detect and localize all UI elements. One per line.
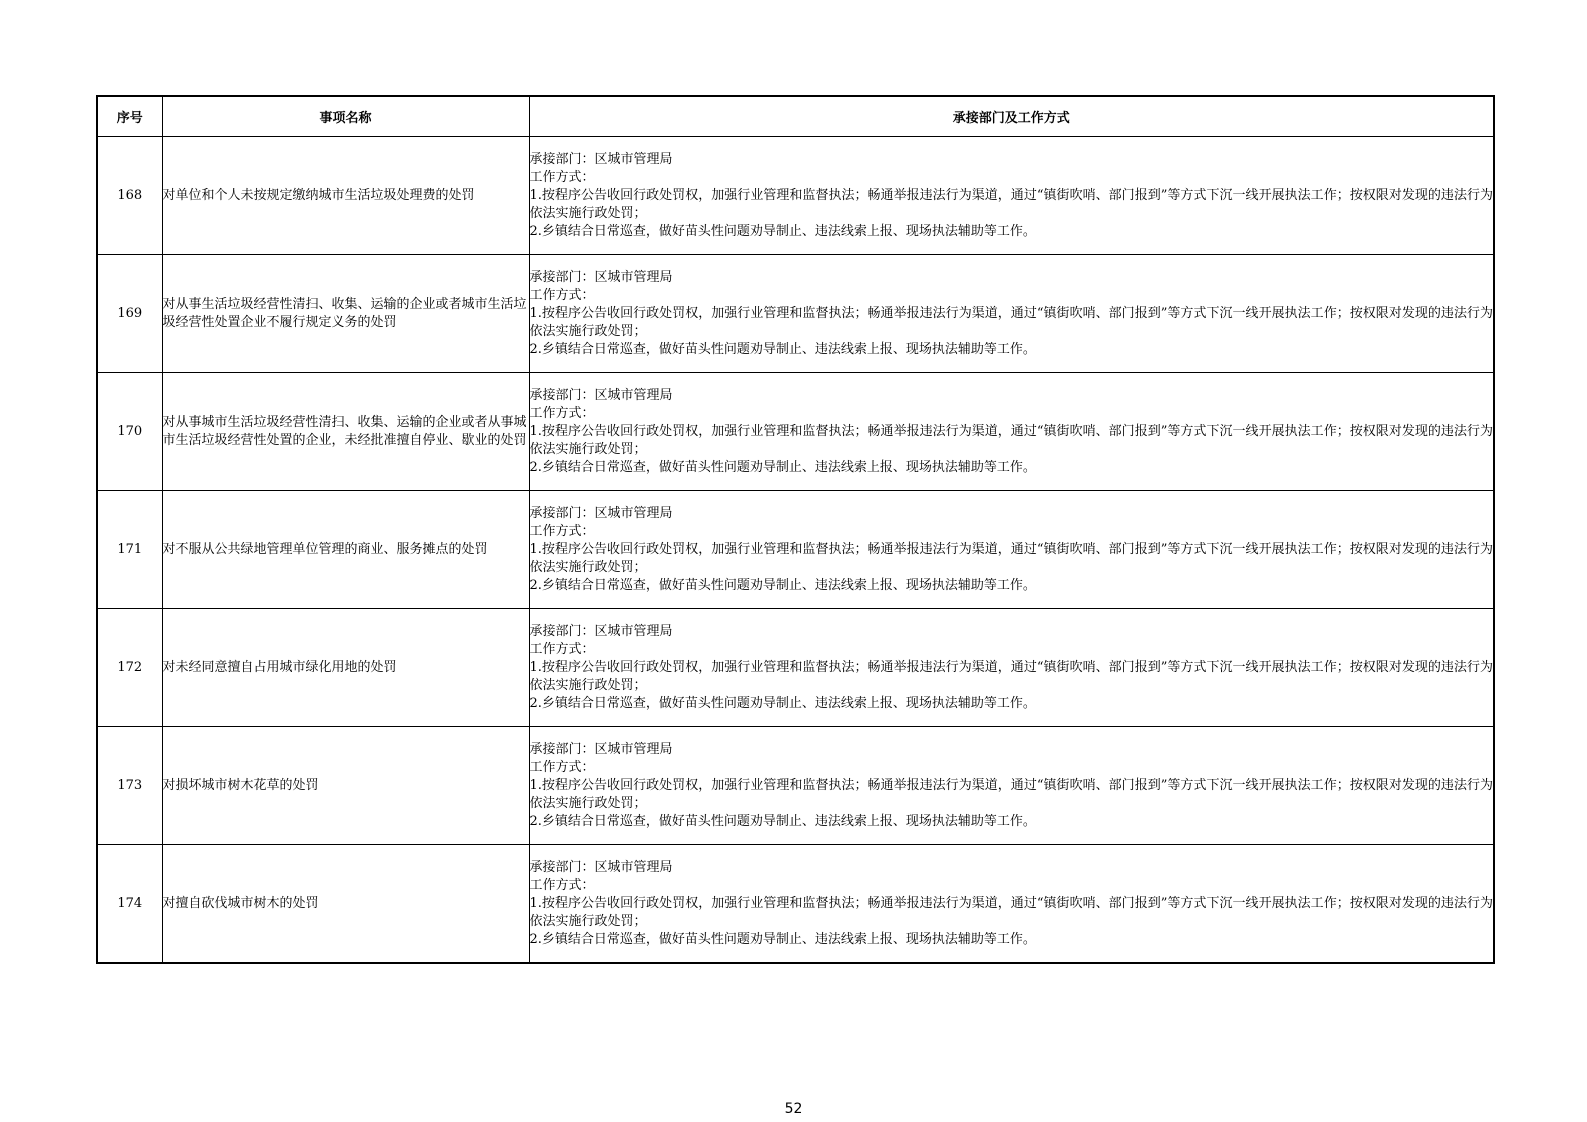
row-department-method bbox=[529, 845, 1494, 964]
row-department: 承接部门：区城市管理局 bbox=[529, 741, 673, 757]
row-step-1: 1.按程序公告收回行政处罚权，加强行业管理和监督执法；畅通举报违法行为渠道，通过“镇街吹哨、部门报到”等方式下沉一线开展执法工作；按权限对发现的违法行为依法实施行政处罚； bbox=[529, 187, 1493, 221]
table-row bbox=[97, 255, 1494, 373]
row-item-name: 对未经同意擅自占用城市绿化用地的处罚 bbox=[162, 609, 529, 727]
table-header-row bbox=[97, 96, 1494, 137]
table-row bbox=[97, 491, 1494, 609]
row-work-mode-label: 工作方式： bbox=[529, 641, 595, 657]
table-row bbox=[97, 845, 1494, 964]
row-step-1: 1.按程序公告收回行政处罚权，加强行业管理和监督执法；畅通举报违法行为渠道，通过“镇街吹哨、部门报到”等方式下沉一线开展执法工作；按权限对发现的违法行为依法实施行政处罚； bbox=[529, 659, 1493, 693]
table-row bbox=[97, 609, 1494, 727]
page-number: 52 bbox=[784, 1101, 803, 1117]
header-department-method: 承接部门及工作方式 bbox=[529, 96, 1494, 137]
row-work-mode-label: 工作方式： bbox=[529, 169, 595, 185]
row-item-name: 对擅自砍伐城市树木的处罚 bbox=[162, 845, 529, 964]
row-department-method bbox=[529, 255, 1494, 373]
row-department-method bbox=[529, 727, 1494, 845]
row-item-name: 对从事生活垃圾经营性清扫、收集、运输的企业或者城市生活垃圾经营性处置企业不履行规定义务的处罚 bbox=[162, 255, 529, 373]
row-item-name: 对从事城市生活垃圾经营性清扫、收集、运输的企业或者从事城市生活垃圾经营性处置的企业，未经批准擅自停业、歇业的处罚 bbox=[162, 373, 529, 491]
row-serial-number: 172 bbox=[97, 609, 162, 727]
row-department-method bbox=[529, 373, 1494, 491]
table-row bbox=[97, 727, 1494, 845]
header-item-name: 事项名称 bbox=[162, 96, 529, 137]
row-department: 承接部门：区城市管理局 bbox=[529, 859, 673, 875]
row-work-mode-label: 工作方式： bbox=[529, 287, 595, 303]
row-department-method bbox=[529, 491, 1494, 609]
table-row bbox=[97, 373, 1494, 491]
header-serial-number: 序号 bbox=[97, 96, 162, 137]
row-item-name: 对单位和个人未按规定缴纳城市生活垃圾处理费的处罚 bbox=[162, 137, 529, 255]
row-department: 承接部门：区城市管理局 bbox=[529, 623, 673, 639]
row-step-2: 2.乡镇结合日常巡查，做好苗头性问题劝导制止、违法线索上报、现场执法辅助等工作。 bbox=[529, 223, 1036, 239]
row-item-name: 对不服从公共绿地管理单位管理的商业、服务摊点的处罚 bbox=[162, 491, 529, 609]
row-step-2: 2.乡镇结合日常巡查，做好苗头性问题劝导制止、违法线索上报、现场执法辅助等工作。 bbox=[529, 931, 1036, 947]
row-department: 承接部门：区城市管理局 bbox=[529, 151, 673, 167]
row-step-2: 2.乡镇结合日常巡查，做好苗头性问题劝导制止、违法线索上报、现场执法辅助等工作。 bbox=[529, 695, 1036, 711]
row-work-mode-label: 工作方式： bbox=[529, 759, 595, 775]
row-department: 承接部门：区城市管理局 bbox=[529, 505, 673, 521]
row-serial-number: 170 bbox=[97, 373, 162, 491]
row-serial-number: 174 bbox=[97, 845, 162, 964]
row-step-1: 1.按程序公告收回行政处罚权，加强行业管理和监督执法；畅通举报违法行为渠道，通过“镇街吹哨、部门报到”等方式下沉一线开展执法工作；按权限对发现的违法行为依法实施行政处罚； bbox=[529, 423, 1493, 457]
row-department: 承接部门：区城市管理局 bbox=[529, 387, 673, 403]
row-work-mode-label: 工作方式： bbox=[529, 877, 595, 893]
row-serial-number: 173 bbox=[97, 727, 162, 845]
row-step-1: 1.按程序公告收回行政处罚权，加强行业管理和监督执法；畅通举报违法行为渠道，通过“镇街吹哨、部门报到”等方式下沉一线开展执法工作；按权限对发现的违法行为依法实施行政处罚； bbox=[529, 895, 1493, 929]
row-department-method bbox=[529, 137, 1494, 255]
row-serial-number: 168 bbox=[97, 137, 162, 255]
items-table bbox=[96, 95, 1495, 964]
row-step-1: 1.按程序公告收回行政处罚权，加强行业管理和监督执法；畅通举报违法行为渠道，通过“镇街吹哨、部门报到”等方式下沉一线开展执法工作；按权限对发现的违法行为依法实施行政处罚； bbox=[529, 305, 1493, 339]
row-step-2: 2.乡镇结合日常巡查，做好苗头性问题劝导制止、违法线索上报、现场执法辅助等工作。 bbox=[529, 459, 1036, 475]
row-step-2: 2.乡镇结合日常巡查，做好苗头性问题劝导制止、违法线索上报、现场执法辅助等工作。 bbox=[529, 341, 1036, 357]
table-row bbox=[97, 137, 1494, 255]
row-step-1: 1.按程序公告收回行政处罚权，加强行业管理和监督执法；畅通举报违法行为渠道，通过“镇街吹哨、部门报到”等方式下沉一线开展执法工作；按权限对发现的违法行为依法实施行政处罚； bbox=[529, 541, 1493, 575]
row-step-1: 1.按程序公告收回行政处罚权，加强行业管理和监督执法；畅通举报违法行为渠道，通过“镇街吹哨、部门报到”等方式下沉一线开展执法工作；按权限对发现的违法行为依法实施行政处罚； bbox=[529, 777, 1493, 811]
row-work-mode-label: 工作方式： bbox=[529, 405, 595, 421]
row-work-mode-label: 工作方式： bbox=[529, 523, 595, 539]
row-item-name: 对损坏城市树木花草的处罚 bbox=[162, 727, 529, 845]
row-department-method bbox=[529, 609, 1494, 727]
row-serial-number: 169 bbox=[97, 255, 162, 373]
row-step-2: 2.乡镇结合日常巡查，做好苗头性问题劝导制止、违法线索上报、现场执法辅助等工作。 bbox=[529, 813, 1036, 829]
row-serial-number: 171 bbox=[97, 491, 162, 609]
row-step-2: 2.乡镇结合日常巡查，做好苗头性问题劝导制止、违法线索上报、现场执法辅助等工作。 bbox=[529, 577, 1036, 593]
row-department: 承接部门：区城市管理局 bbox=[529, 269, 673, 285]
